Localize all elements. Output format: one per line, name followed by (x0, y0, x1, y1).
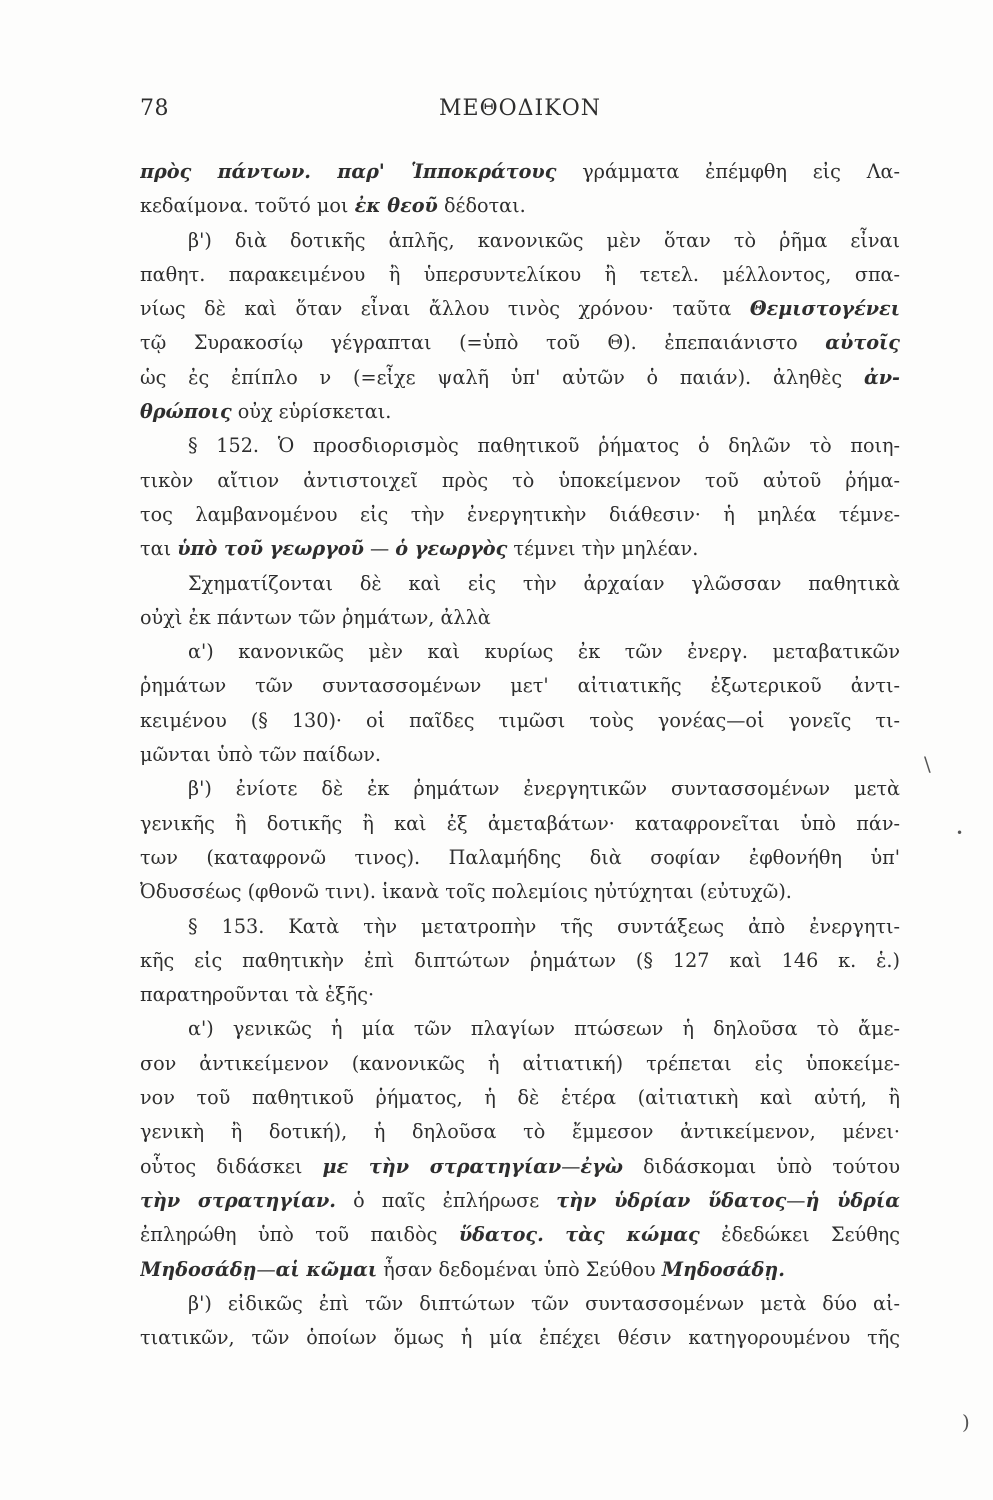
text-segment: ἐπληρώθη ὑπὸ τοῦ παιδὸς (140, 1223, 459, 1247)
text-segment: ται (140, 537, 178, 561)
text-segment: κειμένου (§ 130)· οἱ παῖδες τιμῶσι τοὺς γονέας—οἱ γονεῖς τι- (140, 708, 900, 732)
text-segment: οὗτος διδάσκει (140, 1154, 323, 1178)
text-segment: β') ἐνίοτε δὲ ἐκ ῥημάτων ἐνεργητικῶν συντασσομένων μετὰ (188, 777, 900, 801)
italic-segment: ἡ ὑδρία (805, 1188, 900, 1212)
text-segment: γράμματα ἐπέμφθη εἰς Λα- (556, 160, 900, 183)
text-segment: ὁ παῖς ἐπλήρωσε (336, 1188, 557, 1212)
text-segment: τῷ Συρακοσίῳ γέγραπται (=ὑπὸ τοῦ Θ). ἐπεπαιάνιστο (140, 331, 826, 355)
text-line (140, 258, 900, 292)
text-segment: σον ἀντικείμενον (κανονικῶς ἡ αἰτιατική) τρέπεται εἰς ὑποκείμε- (140, 1051, 900, 1075)
text-segment: δέδοται. (437, 194, 526, 218)
text-line (140, 429, 900, 463)
text-line (140, 772, 900, 806)
text-segment: κεδαίμονα. τοῦτό μοι (140, 194, 355, 218)
text-segment: γενικὴ ἢ δοτική), ἡ δηλοῦσα τὸ ἔμμεσον ἀντικείμενον, μένει· (140, 1120, 900, 1144)
italic-segment: Μηδοσάδῃ. (661, 1257, 785, 1281)
text-line (140, 841, 900, 875)
text-line (140, 1321, 900, 1355)
text-segment: γενικῆς ἢ δοτικῆς ἢ καὶ ἐξ ἀμεταβάτων· καταφρονεῖται ὑπὸ πάν- (140, 811, 900, 835)
text-line (140, 567, 900, 601)
margin-mark-icon: \ (924, 752, 931, 776)
text-segment: § 153. Κατὰ τὴν μετατροπὴν τῆς συντάξεως ἀπὸ ἐνεργητι- (188, 914, 900, 938)
text-segment: ῥημάτων τῶν συντασσομένων μετ' αἰτιατικῆς ἐξωτερικοῦ ἀντι- (140, 674, 900, 698)
text-segment: διδάσκομαι ὑπὸ τούτου (623, 1154, 900, 1178)
text-line (140, 395, 900, 429)
text-line (140, 944, 900, 978)
text-segment: β') διὰ δοτικῆς ἁπλῆς, κανονικῶς μὲν ὅταν τὸ ῥῆμα εἶναι (188, 228, 900, 252)
italic-segment: ἀν- (863, 365, 900, 389)
text-segment: ἦσαν δεδομέναι ὑπὸ Σεύθου (377, 1257, 662, 1281)
italic-segment: αὐτοῖς (825, 331, 900, 355)
text-line (140, 326, 900, 360)
text-segment: κῆς εἰς παθητικὴν ἐπὶ διπτώτων ῥημάτων (§ 127 καὶ 146 κ. ἑ.) (140, 948, 900, 972)
italic-segment: τὴν στρατηγίαν. (140, 1188, 336, 1212)
text-segment: οὐχὶ ἐκ πάντων τῶν ῥημάτων, ἀλλὰ (140, 605, 491, 629)
text-line (140, 224, 900, 258)
text-line (140, 498, 900, 532)
text-segment: νίως δὲ καὶ ὅταν εἶναι ἄλλου τινὸς χρόνου· ταῦτα (140, 297, 750, 321)
text-line (140, 464, 900, 498)
text-segment (544, 1223, 565, 1246)
text-line (140, 1012, 900, 1046)
italic-segment: θρώποις (140, 400, 232, 424)
italic-segment: με τὴν στρατηγίαν (322, 1154, 562, 1178)
text-line (140, 1047, 900, 1081)
body-text (140, 155, 900, 1355)
text-segment: Ὀδυσσέως (φθονῶ τινι). ἱκανὰ τοῖς πολεμίοις ηὐτύχηται (εὐτυχῶ). (140, 880, 792, 904)
italic-segment: πρὸς πάντων. παρ' Ἱπποκράτους (140, 160, 557, 183)
text-segment: β') εἰδικῶς ἐπὶ τῶν διπτώτων τῶν συντασσομένων μετὰ δύο αἰ- (188, 1291, 900, 1315)
italic-segment: ἐγὼ (580, 1154, 624, 1178)
text-segment: παθητ. παρακειμένου ἢ ὑπερσυντελίκου ἢ τετελ. μέλλοντος, σπα- (140, 262, 900, 286)
text-line (140, 1081, 900, 1115)
text-segment: — (561, 1154, 581, 1178)
margin-dot-icon: • (956, 826, 964, 840)
text-segment: — (786, 1188, 806, 1212)
italic-segment: τὰς κώμας (565, 1223, 700, 1247)
text-segment: Σχηματίζονται δὲ καὶ εἰς τὴν ἀρχαίαν γλῶσσαν παθητικὰ (188, 571, 900, 595)
text-segment: μῶνται ὑπὸ τῶν παίδων. (140, 743, 381, 767)
text-line (140, 532, 900, 566)
italic-segment: τὴν ὑδρίαν ὕδατος (556, 1188, 787, 1212)
text-line (140, 1184, 900, 1218)
text-segment: παρατηροῦνται τὰ ἑξῆς· (140, 983, 375, 1007)
text-segment: — (256, 1257, 276, 1281)
text-segment: α') γενικῶς ἡ μία τῶν πλαγίων πτώσεων ἡ δηλοῦσα τὸ ἄμε- (188, 1017, 900, 1041)
text-line (140, 1150, 900, 1184)
text-segment: § 152. Ὁ προσδιορισμὸς παθητικοῦ ῥήματος ὁ δηλῶν τὸ ποιη- (188, 434, 900, 458)
margin-bracket-icon: ) (962, 1410, 970, 1434)
italic-segment: ὁ γεωργὸς (395, 537, 508, 561)
page-header (140, 96, 900, 126)
page-number: 78 (140, 96, 169, 121)
running-title: ΜΕΘΟΔΙΚΟΝ (439, 96, 601, 121)
italic-segment: ὑπὸ τοῦ γεωργοῦ (177, 537, 364, 561)
text-segment: — (363, 537, 396, 561)
text-line (140, 669, 900, 703)
text-segment: οὐχ εὑρίσκεται. (231, 400, 392, 424)
italic-segment: ὕδατος. (458, 1223, 544, 1247)
text-line (140, 292, 900, 326)
text-line (140, 807, 900, 841)
text-segment: α') κανονικῶς μὲν καὶ κυρίως ἐκ τῶν ἐνεργ. μεταβατικῶν (188, 640, 900, 664)
italic-segment: Μηδοσάδῃ (140, 1257, 257, 1281)
text-segment: τέμνει τὴν μηλέαν. (507, 537, 699, 561)
text-line (140, 738, 900, 772)
text-line (140, 704, 900, 738)
text-segment: ἐδεδώκει Σεύθης (699, 1223, 900, 1247)
text-segment: τος λαμβανομένου εἰς τὴν ἐνεργητικὴν διάθεσιν· ἡ μηλέα τέμνε- (140, 502, 900, 526)
text-line (140, 361, 900, 395)
text-line (140, 189, 900, 223)
text-segment: νον τοῦ παθητικοῦ ῥήματος, ἡ δὲ ἑτέρα (αἰτιατικὴ καὶ αὐτή, ἢ (140, 1086, 900, 1110)
text-segment: των (καταφρονῶ τινος). Παλαμήδης διὰ σοφίαν ἐφθονήθη ὑπ' (140, 845, 900, 869)
text-line (140, 155, 900, 189)
text-line (140, 1218, 900, 1252)
text-line (140, 1253, 900, 1287)
text-line (140, 910, 900, 944)
text-segment: τιατικῶν, τῶν ὁποίων ὅμως ἡ μία ἐπέχει θέσιν κατηγορουμένου τῆς (140, 1326, 900, 1350)
italic-segment: ἐκ θεοῦ (354, 194, 438, 218)
text-line (140, 1115, 900, 1149)
italic-segment: Θεμιστογένει (749, 297, 900, 321)
text-segment: τικὸν αἴτιον ἀντιστοιχεῖ πρὸς τὸ ὑποκείμενον τοῦ αὐτοῦ ῥήμα- (140, 468, 900, 492)
text-line (140, 978, 900, 1012)
italic-segment: αἱ κῶμαι (275, 1257, 378, 1281)
text-line (140, 875, 900, 909)
text-line (140, 1287, 900, 1321)
text-line (140, 601, 900, 635)
text-segment: ὡς ἐς ἐπίπλο ν (=εἶχε ψαλῆ ὑπ' αὐτῶν ὁ παιάν). ἀληθὲς (140, 365, 864, 389)
text-line (140, 635, 900, 669)
